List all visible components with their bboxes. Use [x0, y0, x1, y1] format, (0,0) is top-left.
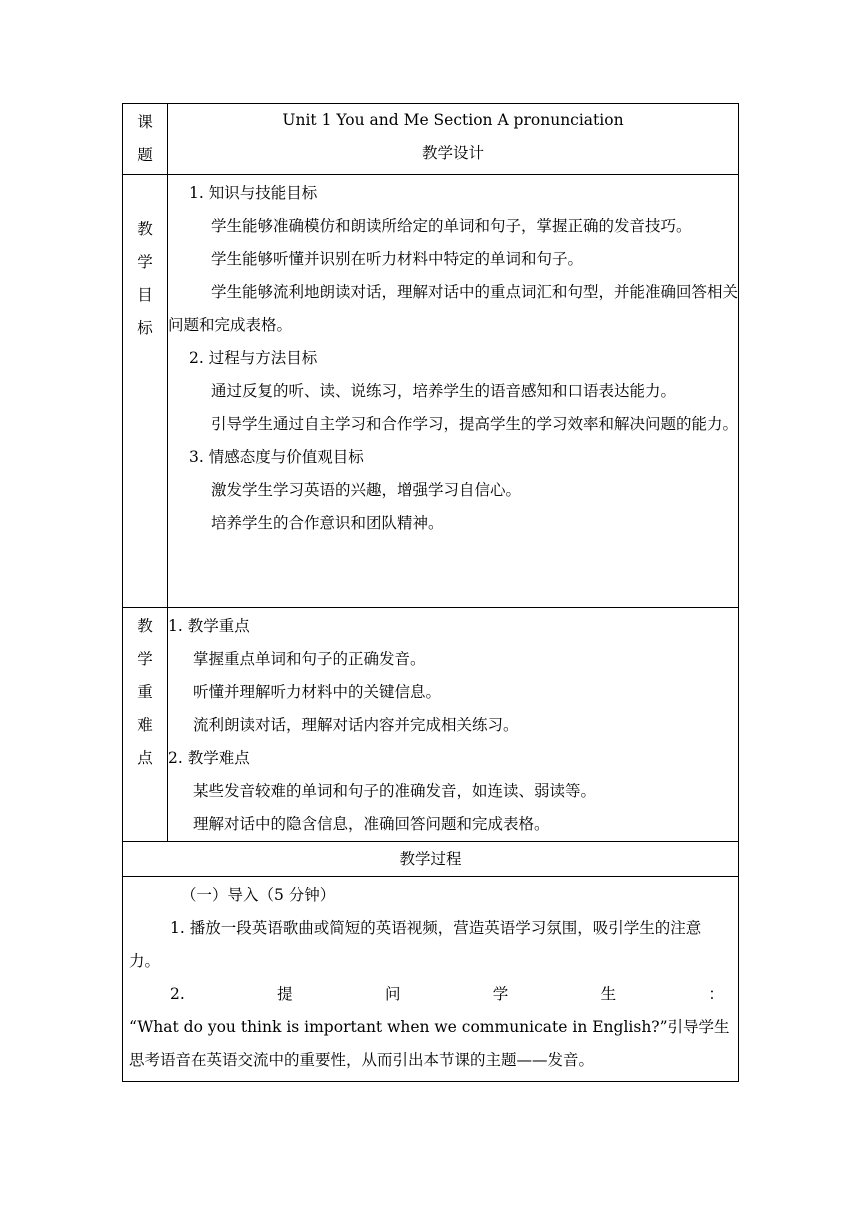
objective-text: 培养学生的合作意识和团队精神。 [211, 514, 444, 532]
keypoints-label-char: 学 [137, 650, 153, 668]
keypoints-heading-2: 2. 教学难点 [168, 749, 250, 767]
objectives-row [123, 175, 739, 608]
process-step-word: 生 [600, 985, 617, 1003]
keypoints-label-char: 重 [137, 683, 153, 701]
keypoint-text: 听懂并理解听力材料中的关键信息。 [193, 683, 442, 701]
process-step-word: 问 [384, 985, 401, 1003]
objectives-heading-3: 3. 情感态度与价值观目标 [189, 448, 364, 466]
objective-text: 引导学生通过自主学习和合作学习，提高学生的学习效率和解决问题的能力。 [211, 415, 739, 433]
process-row [123, 877, 739, 1082]
title-row [123, 104, 739, 175]
objectives-label-char: 目 [137, 286, 153, 304]
process-heading-row [123, 842, 739, 877]
keypoint-text: 掌握重点单词和句子的正确发音。 [193, 650, 426, 668]
keypoints-heading-1: 1. 教学重点 [168, 617, 250, 635]
title-label-char: 题 [137, 146, 153, 164]
process-step-text: “What do you think is important when we communicate in English?”引导学生思考语音在英语交流中的重要性，从而引出本节课的主题——发音。 [129, 1018, 730, 1069]
objectives-label-char: 学 [137, 253, 153, 271]
process-step-word: 2. [170, 985, 185, 1003]
keypoints-row [123, 608, 739, 842]
process-step-word: ： [708, 985, 724, 1003]
keypoints-label-char: 难 [137, 716, 153, 734]
objectives-label-char: 教 [137, 220, 153, 238]
keypoints-label-char: 点 [137, 749, 153, 767]
title-label-cell [123, 104, 168, 175]
objective-text: 学生能够准确模仿和朗读所给定的单词和句子，掌握正确的发音技巧。 [211, 217, 692, 235]
keypoints-cell [168, 608, 739, 842]
objectives-heading-1: 1. 知识与技能目标 [189, 184, 318, 202]
lesson-title: Unit 1 You and Me Section A pronunciation [282, 111, 624, 129]
objective-text: 激发学生学习英语的兴趣，增强学习自信心。 [211, 481, 522, 499]
objectives-label-cell [123, 175, 168, 608]
objectives-cell [168, 175, 739, 608]
difficulty-text: 理解对话中的隐含信息，准确回答问题和完成表格。 [193, 815, 550, 833]
process-step-word: 提 [277, 985, 293, 1003]
process-cell [123, 877, 739, 1082]
objective-text: 学生能够流利地朗读对话，理解对话中的重点词汇和句型，并能准确回答相关问题和完成表格。 [168, 283, 739, 334]
objective-text: 通过反复的听、读、说练习，培养学生的语音感知和口语表达能力。 [211, 382, 677, 400]
title-label-char: 课 [137, 113, 153, 131]
title-cell [168, 104, 739, 175]
keypoints-label-cell [123, 608, 168, 842]
difficulty-text: 某些发音较难的单词和句子的准确发音，如连读、弱读等。 [193, 782, 597, 800]
process-section-title: （一）导入（5 分钟） [181, 886, 336, 904]
objective-text: 学生能够听懂并识别在听力材料中特定的单词和句子。 [211, 250, 584, 268]
objectives-heading-2: 2. 过程与方法目标 [189, 349, 318, 367]
keypoints-label-char: 教 [137, 617, 153, 635]
lesson-plan-table [122, 103, 739, 1082]
process-heading: 教学过程 [123, 842, 739, 877]
process-step: 1. 播放一段英语歌曲或简短的英语视频，营造英语学习氛围，吸引学生的注意力。 [129, 919, 702, 970]
process-step-word: 学 [492, 985, 509, 1003]
lesson-subtitle: 教学设计 [421, 144, 484, 162]
keypoint-text: 流利朗读对话，理解对话内容并完成相关练习。 [193, 716, 519, 734]
process-step-2-line [129, 978, 730, 1011]
objectives-label-char: 标 [137, 319, 153, 337]
